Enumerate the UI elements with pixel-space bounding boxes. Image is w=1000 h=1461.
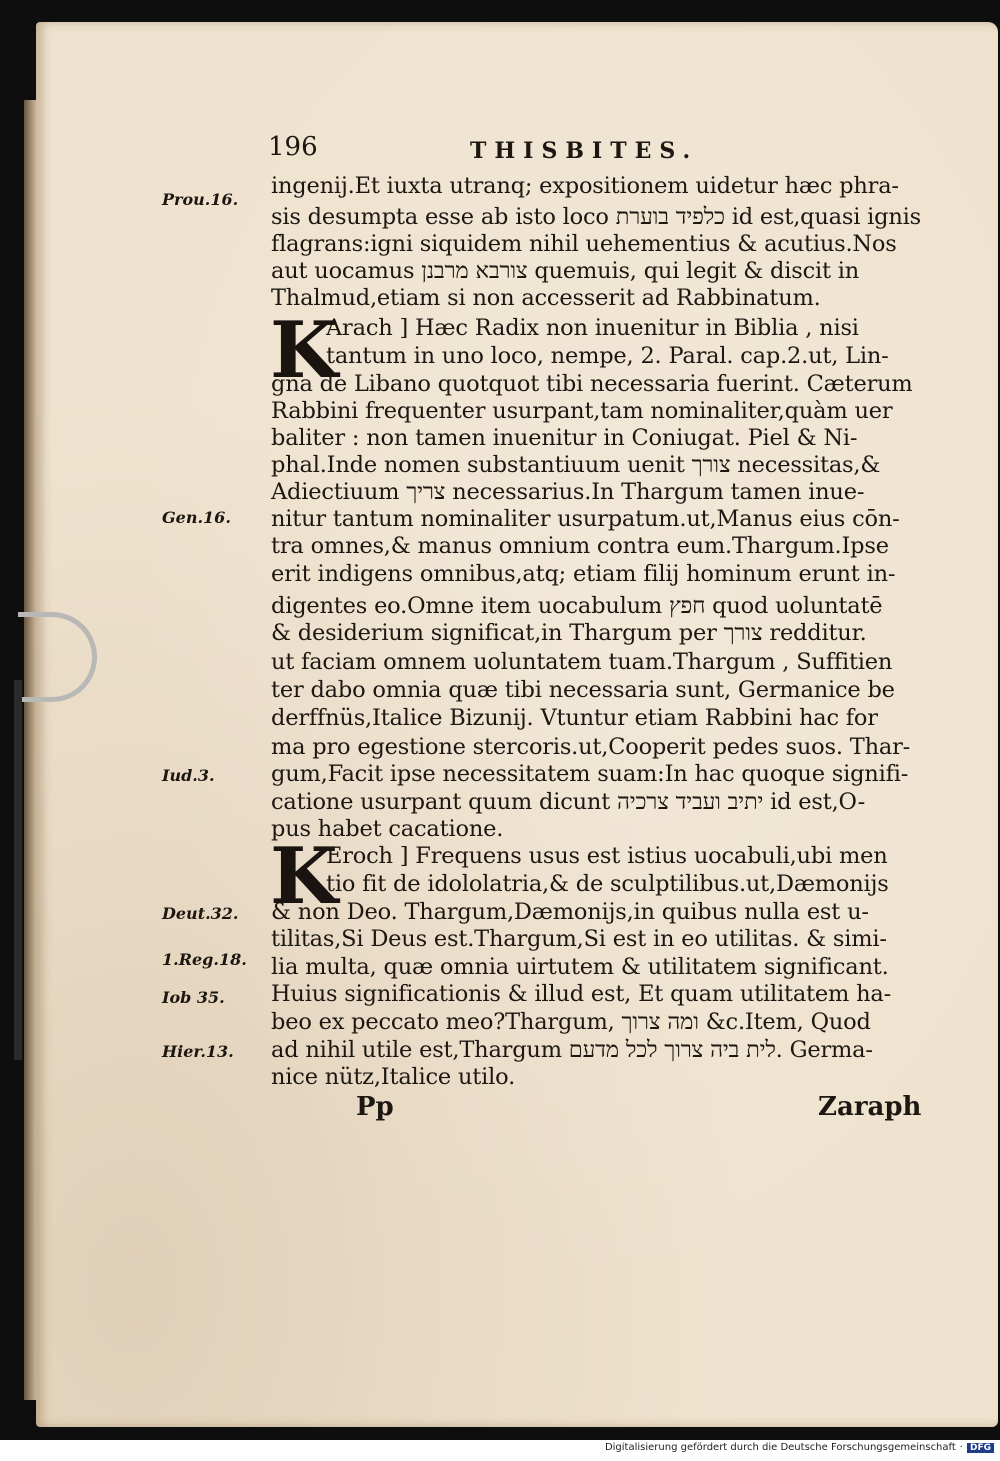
text-line: ingenij.Et iuxta utranq; expositionem uidetur hæc phra- [271,173,899,199]
page-number: 196 [268,132,318,162]
text-line: catione usurpant quum dicunt יתיב ועביד צרכיה id est,O- [271,789,866,815]
margin-note: Iob 35. [162,988,225,1007]
text-line: baliter : non tamen inuenitur in Coniugat. Piel & Ni- [271,425,858,451]
text-line: pus habet cacatione. [271,816,504,842]
margin-note: 1.Reg.18. [162,950,247,969]
text-line: flagrans:igni siquidem nihil uehementius & acutius.Nos [271,231,897,257]
text-line: phal.Inde nomen substantiuum uenit צורך necessitas,& [271,452,881,478]
text-line: sis desumpta esse ab isto loco כלפיד בוערת id est,quasi ignis [271,204,922,230]
text-line: beo ex peccato meo?Thargum, ומה צרוך &c.Item, Quod [271,1009,871,1035]
text-line: Arach ] Hæc Radix non inuenitur in Biblia , nisi [326,315,859,341]
text-line: ter dabo omnia quæ tibi necessaria sunt, Germanice be [271,677,895,703]
running-title: THISBITES. [470,138,699,164]
text-line: lia multa, quæ omnia uirtutem & utilitatem significant. [271,954,889,980]
text-line: ma pro egestione stercoris.ut,Cooperit pedes suos. Thar- [271,734,911,760]
dfg-logo[interactable]: DFG [967,1443,994,1453]
text-line: aut uocamus צורבא מרבנן quemuis, qui legit & discit in [271,258,860,284]
text-line: gna de Libano quotquot tibi necessaria fuerint. Cæterum [271,371,913,397]
text-line: tra omnes,& manus omnium contra eum.Thargum.Ipse [271,533,889,559]
text-line: digentes eo.Omne item uocabulum חפץ quod uoluntatē [271,593,883,619]
signature-mark: Pp [356,1092,394,1122]
footer-credit: Digitalisierung gefördert durch die Deutsche Forschungsgemeinschaft · DFG [605,1442,994,1453]
text-line: Rabbini frequenter usurpant,tam nominaliter,quàm uer [271,398,893,424]
text-line: derffnüs,Italice Bizunij. Vtuntur etiam Rabbini hac for [271,705,878,731]
margin-note: Gen.16. [162,508,231,527]
text-line: Thalmud,etiam si non accesserit ad Rabbinatum. [271,285,821,311]
text-line: erit indigens omnibus,atq; etiam filij hominum erunt in- [271,561,896,587]
text-line: nice nütz,Italice utilo. [271,1064,516,1090]
text-line: & non Deo. Thargum,Dæmonijs,in quibus nulla est u- [271,899,869,925]
text-line: gum,Facit ipse necessitatem suam:In hac quoque signifi- [271,761,909,787]
text-line: & desiderium significat,in Thargum per צורך redditur. [271,620,867,646]
margin-note: Prou.16. [162,190,239,209]
text-line: ut faciam omnem uoluntatem tuam.Thargum , Suffitien [271,649,893,675]
text-line: Adiectiuum צריך necessarius.In Thargum tamen inue- [271,479,865,505]
text-line: Huius significationis & illud est, Et quam utilitatem ha- [271,981,892,1007]
text-line: tio fit de idololatria,& de sculptilibus.ut,Dæmonijs [326,871,889,897]
catchword: Zaraph [818,1092,922,1122]
text-line: tantum in uno loco, nempe, 2. Paral. cap.2.ut, Lin- [326,343,889,369]
margin-note: Hier.13. [162,1042,234,1061]
text-line: tilitas,Si Deus est.Thargum,Si est in eo utilitas. & simi- [271,926,887,952]
margin-note: Iud.3. [162,766,215,785]
text-line: ad nihil utile est,Thargum לית ביה צרוך לכל מדעם. Germa- [271,1037,873,1063]
drop-cap: K [270,305,338,396]
footer-text: Digitalisierung gefördert durch die Deutsche Forschungsgemeinschaft [604,1442,956,1453]
text-line: nitur tantum nominaliter usurpatum.ut,Manus eius cōn- [271,506,900,532]
text-line: Eroch ] Frequens usus est istius uocabuli,ubi men [326,843,888,869]
margin-note: Deut.32. [162,904,239,923]
drop-cap: K [270,831,338,922]
